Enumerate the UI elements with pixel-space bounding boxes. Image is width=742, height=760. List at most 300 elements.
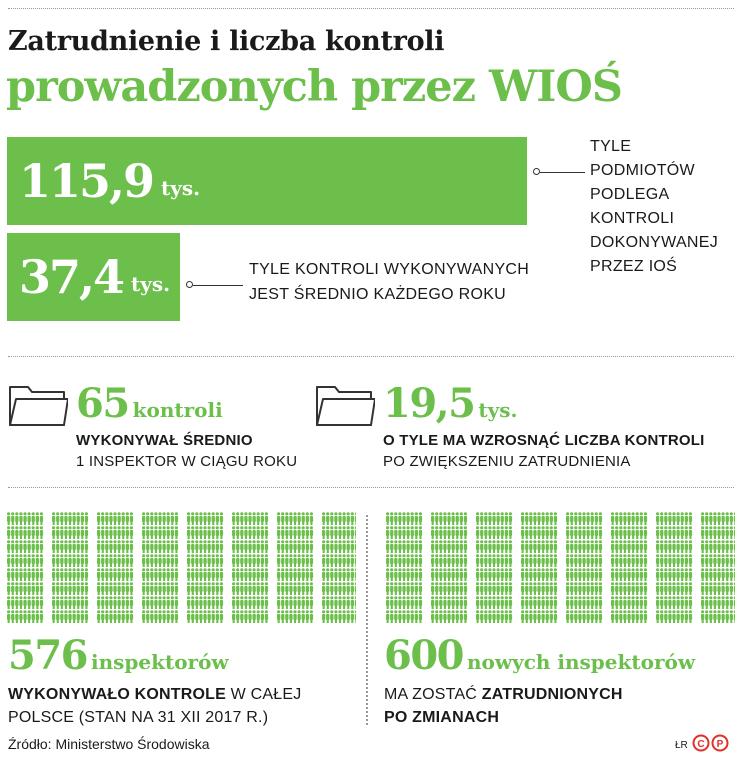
person-icon: [97, 554, 100, 567]
person-icon: [722, 540, 725, 553]
person-icon: [289, 582, 292, 595]
person-icon: [199, 512, 202, 525]
person-icon: [15, 568, 18, 581]
person-icon: [452, 554, 455, 567]
person-icon: [281, 596, 284, 609]
person-icon: [554, 568, 557, 581]
person-icon: [447, 582, 450, 595]
person-icon: [330, 526, 333, 539]
person-icon: [415, 582, 418, 595]
person-icon: [627, 540, 630, 553]
person-icon: [627, 610, 630, 623]
person-icon: [627, 512, 630, 525]
person-icon: [244, 512, 247, 525]
person-icon: [537, 554, 540, 567]
person-icon: [492, 568, 495, 581]
person-icon: [521, 554, 524, 567]
person-icon: [484, 512, 487, 525]
person-icon: [199, 568, 202, 581]
person-icon: [212, 526, 215, 539]
person-icon: [578, 512, 581, 525]
person-icon: [709, 596, 712, 609]
person-icon: [146, 610, 149, 623]
person-icon: [611, 582, 614, 595]
person-icon: [208, 596, 211, 609]
person-icon: [550, 568, 553, 581]
stat-bold-part: WYKONYWAŁO KONTROLE: [8, 686, 227, 703]
person-icon: [509, 568, 512, 581]
person-icon: [130, 610, 133, 623]
person-icon: [212, 512, 215, 525]
person-icon: [351, 568, 354, 581]
person-icon: [101, 596, 104, 609]
person-icon: [122, 512, 125, 525]
person-icon: [460, 596, 463, 609]
person-icon: [591, 554, 594, 567]
person-icon: [248, 554, 251, 567]
person-icon: [701, 526, 704, 539]
stat-bold-part: ZATRUDNIONYCH: [481, 686, 623, 703]
person-icon: [656, 526, 659, 539]
person-icon: [338, 568, 341, 581]
person-icon: [407, 568, 410, 581]
person-icon: [244, 582, 247, 595]
person-icon: [60, 596, 63, 609]
person-icon: [398, 568, 401, 581]
publisher-logo: [692, 734, 732, 752]
person-icon: [570, 554, 573, 567]
person-icon: [464, 512, 467, 525]
person-icon: [419, 526, 422, 539]
person-icon: [537, 526, 540, 539]
person-icon: [19, 540, 22, 553]
person-icon: [195, 568, 198, 581]
person-icon: [322, 596, 325, 609]
person-icon: [220, 568, 223, 581]
person-icon: [150, 554, 153, 567]
person-icon: [632, 610, 635, 623]
person-icon: [7, 512, 10, 525]
person-icon: [236, 540, 239, 553]
person-icon: [32, 610, 35, 623]
person-icon: [73, 568, 76, 581]
person-icon: [146, 596, 149, 609]
person-icon: [343, 568, 346, 581]
person-icon: [105, 610, 108, 623]
person-icon: [146, 568, 149, 581]
person-icon: [390, 568, 393, 581]
person-icon: [171, 596, 174, 609]
person-icon: [175, 568, 178, 581]
person-icon: [118, 512, 121, 525]
person-icon: [722, 512, 725, 525]
person-icon: [257, 512, 260, 525]
person-icon: [619, 582, 622, 595]
person-icon: [150, 610, 153, 623]
person-icon: [484, 554, 487, 567]
person-icon: [550, 596, 553, 609]
person-icon: [334, 610, 337, 623]
person-icon: [28, 526, 31, 539]
person-icon: [521, 596, 524, 609]
person-icon: [338, 596, 341, 609]
person-icon: [546, 568, 549, 581]
stat-inspectors-now-number: 576: [8, 632, 87, 679]
person-icon: [347, 596, 350, 609]
person-icon: [101, 540, 104, 553]
person-icon: [411, 540, 414, 553]
person-icon: [488, 512, 491, 525]
person-icon: [595, 526, 598, 539]
person-icon: [7, 540, 10, 553]
person-icon: [261, 512, 264, 525]
person-icon: [717, 582, 720, 595]
person-icon: [591, 512, 594, 525]
inspectors-now-pictogram: [6, 512, 356, 624]
person-icon: [195, 582, 198, 595]
person-icon: [355, 540, 356, 553]
person-icon: [68, 526, 71, 539]
person-icon: [664, 554, 667, 567]
person-icon: [546, 540, 549, 553]
person-icon: [343, 554, 346, 567]
person-icon: [68, 512, 71, 525]
person-icon: [411, 512, 414, 525]
person-icon: [615, 554, 618, 567]
person-icon: [326, 568, 329, 581]
person-icon: [338, 512, 341, 525]
person-icon: [546, 610, 549, 623]
person-icon: [40, 568, 43, 581]
person-icon: [195, 554, 198, 567]
person-icon: [443, 582, 446, 595]
person-icon: [705, 540, 708, 553]
person-icon: [595, 582, 598, 595]
person-icon: [285, 610, 288, 623]
person-icon: [570, 610, 573, 623]
person-icon: [130, 582, 133, 595]
person-icon: [285, 526, 288, 539]
person-icon: [113, 526, 116, 539]
person-icon: [529, 596, 532, 609]
person-icon: [343, 610, 346, 623]
person-icon: [509, 582, 512, 595]
person-icon: [419, 582, 422, 595]
person-icon: [36, 582, 39, 595]
person-icon: [187, 540, 190, 553]
person-icon: [146, 582, 149, 595]
person-icon: [338, 526, 341, 539]
person-icon: [244, 540, 247, 553]
person-icon: [130, 596, 133, 609]
person-icon: [351, 554, 354, 567]
person-icon: [105, 568, 108, 581]
person-icon: [591, 596, 594, 609]
person-icon: [240, 582, 243, 595]
person-icon: [452, 568, 455, 581]
person-icon: [171, 582, 174, 595]
person-icon: [574, 554, 577, 567]
person-icon: [334, 568, 337, 581]
person-icon: [456, 540, 459, 553]
person-icon: [298, 512, 301, 525]
person-icon: [281, 540, 284, 553]
person-icon: [281, 554, 284, 567]
person-icon: [570, 526, 573, 539]
person-icon: [36, 540, 39, 553]
person-icon: [599, 582, 602, 595]
person-icon: [19, 554, 22, 567]
person-icon: [163, 540, 166, 553]
person-icon: [220, 596, 223, 609]
person-icon: [109, 554, 112, 567]
person-icon: [529, 568, 532, 581]
person-icon: [550, 610, 553, 623]
person-icon: [480, 596, 483, 609]
person-icon: [28, 540, 31, 553]
person-icon: [195, 610, 198, 623]
person-icon: [402, 512, 405, 525]
person-icon: [191, 526, 194, 539]
person-icon: [73, 526, 76, 539]
person-icon: [36, 610, 39, 623]
person-icon: [488, 526, 491, 539]
person-icon: [566, 512, 569, 525]
person-icon: [734, 568, 735, 581]
person-icon: [81, 526, 84, 539]
person-icon: [203, 540, 206, 553]
person-icon: [167, 512, 170, 525]
person-icon: [460, 610, 463, 623]
stat-inspectors-new-number: 600: [384, 632, 463, 679]
person-icon: [464, 568, 467, 581]
person-icon: [660, 554, 663, 567]
person-icon: [730, 554, 733, 567]
person-icon: [644, 568, 647, 581]
person-icon: [447, 540, 450, 553]
person-icon: [60, 554, 63, 567]
person-icon: [591, 526, 594, 539]
person-icon: [236, 596, 239, 609]
person-icon: [289, 540, 292, 553]
person-icon: [546, 582, 549, 595]
person-icon: [126, 582, 129, 595]
person-icon: [554, 610, 557, 623]
person-icon: [85, 512, 88, 525]
person-icon: [261, 610, 264, 623]
person-icon: [199, 596, 202, 609]
person-icon: [240, 596, 243, 609]
person-icon: [689, 596, 692, 609]
person-icon: [118, 596, 121, 609]
person-icon: [293, 582, 296, 595]
inspectors-new-pictogram: [385, 512, 735, 624]
person-icon: [386, 596, 389, 609]
person-icon: [689, 512, 692, 525]
person-icon: [28, 554, 31, 567]
person-icon: [130, 512, 133, 525]
person-icon: [439, 610, 442, 623]
person-icon: [464, 554, 467, 567]
person-icon: [167, 582, 170, 595]
person-icon: [236, 610, 239, 623]
person-icon: [505, 512, 508, 525]
person-icon: [216, 610, 219, 623]
bar-inspections-value: 37,4: [19, 250, 124, 304]
person-icon: [611, 526, 614, 539]
person-icon: [253, 596, 256, 609]
person-icon: [326, 512, 329, 525]
person-icon: [199, 526, 202, 539]
person-icon: [644, 554, 647, 567]
person-icon: [521, 568, 524, 581]
person-icon: [672, 554, 675, 567]
person-icon: [77, 582, 80, 595]
person-icon: [11, 512, 14, 525]
person-icon: [435, 610, 438, 623]
person-icon: [566, 582, 569, 595]
person-icon: [19, 582, 22, 595]
person-icon: [11, 596, 14, 609]
person-icon: [644, 526, 647, 539]
person-icon: [232, 610, 235, 623]
person-icon: [150, 526, 153, 539]
person-icon: [52, 610, 55, 623]
person-icon: [334, 554, 337, 567]
person-icon: [505, 540, 508, 553]
person-icon: [64, 512, 67, 525]
person-icon: [677, 554, 680, 567]
person-icon: [460, 540, 463, 553]
person-icon: [636, 610, 639, 623]
person-icon: [187, 512, 190, 525]
person-icon: [484, 596, 487, 609]
person-icon: [355, 554, 356, 567]
person-icon: [171, 554, 174, 567]
person-icon: [447, 596, 450, 609]
person-icon: [533, 526, 536, 539]
person-icon: [32, 596, 35, 609]
person-icon: [685, 596, 688, 609]
person-icon: [730, 610, 733, 623]
person-icon: [7, 582, 10, 595]
person-icon: [497, 568, 500, 581]
person-icon: [109, 526, 112, 539]
person-icon: [244, 568, 247, 581]
person-icon: [640, 610, 643, 623]
person-icon: [40, 526, 43, 539]
person-icon: [277, 512, 280, 525]
person-icon: [717, 526, 720, 539]
person-icon: [525, 512, 528, 525]
person-icon: [212, 582, 215, 595]
person-icon: [701, 568, 704, 581]
person-icon: [322, 512, 325, 525]
folder-icon: [315, 383, 375, 427]
person-icon: [685, 512, 688, 525]
person-icon: [595, 610, 598, 623]
person-icon: [244, 596, 247, 609]
person-icon: [171, 512, 174, 525]
person-icon: [591, 582, 594, 595]
person-icon: [726, 596, 729, 609]
person-icon: [265, 554, 268, 567]
person-icon: [398, 610, 401, 623]
person-icon: [285, 512, 288, 525]
person-icon: [248, 526, 251, 539]
person-icon: [175, 526, 178, 539]
person-icon: [566, 526, 569, 539]
person-icon: [439, 568, 442, 581]
person-icon: [154, 554, 157, 567]
stat-increase-unit: tys.: [478, 398, 518, 422]
person-icon: [415, 540, 418, 553]
person-icon: [253, 610, 256, 623]
person-icon: [681, 582, 684, 595]
person-icon: [113, 568, 116, 581]
person-icon: [722, 582, 725, 595]
person-icon: [615, 610, 618, 623]
person-icon: [306, 554, 309, 567]
person-icon: [11, 582, 14, 595]
person-icon: [452, 596, 455, 609]
person-icon: [240, 568, 243, 581]
person-icon: [660, 512, 663, 525]
person-icon: [619, 512, 622, 525]
person-icon: [497, 512, 500, 525]
person-icon: [257, 526, 260, 539]
person-icon: [265, 568, 268, 581]
person-icon: [591, 610, 594, 623]
person-icon: [150, 582, 153, 595]
person-icon: [411, 568, 414, 581]
person-icon: [109, 582, 112, 595]
person-icon: [347, 582, 350, 595]
person-icon: [77, 568, 80, 581]
person-icon: [19, 568, 22, 581]
person-icon: [386, 568, 389, 581]
person-icon: [23, 568, 26, 581]
stat-line: POLSCE (STAN NA 31 XII 2017 R.): [8, 709, 269, 726]
person-icon: [302, 568, 305, 581]
person-icon: [566, 568, 569, 581]
person-icon: [533, 596, 536, 609]
person-icon: [717, 596, 720, 609]
person-icon: [167, 610, 170, 623]
person-icon: [257, 596, 260, 609]
person-icon: [717, 554, 720, 567]
person-icon: [550, 582, 553, 595]
person-icon: [730, 596, 733, 609]
person-icon: [394, 582, 397, 595]
person-icon: [415, 526, 418, 539]
person-icon: [443, 540, 446, 553]
person-icon: [154, 582, 157, 595]
person-icon: [476, 568, 479, 581]
person-icon: [709, 568, 712, 581]
person-icon: [158, 554, 161, 567]
person-icon: [533, 512, 536, 525]
person-icon: [330, 568, 333, 581]
person-icon: [566, 596, 569, 609]
person-icon: [203, 596, 206, 609]
person-icon: [285, 540, 288, 553]
person-icon: [142, 554, 145, 567]
person-icon: [68, 554, 71, 567]
person-icon: [81, 540, 84, 553]
person-icon: [484, 568, 487, 581]
person-icon: [623, 512, 626, 525]
